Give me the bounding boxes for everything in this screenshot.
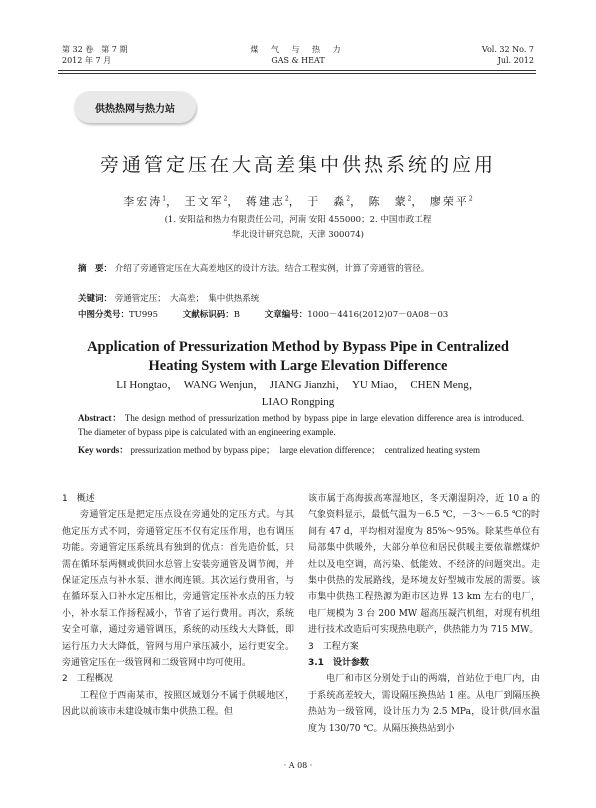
header-rule [58, 70, 536, 71]
volume-issue-en: Vol. 32 No. 7 [481, 45, 534, 54]
doc-code-value: B [233, 310, 241, 320]
section-heading: 1 概述 [62, 494, 95, 504]
author: 陈 蒙$^2$ [368, 195, 412, 208]
keywords-label: 关键词： [78, 294, 113, 304]
classification-info [78, 308, 448, 320]
clc-value: TU995 [129, 310, 159, 320]
keywords-text: 旁通管定压； 大高差； 集中供热系统 [114, 294, 260, 304]
abstract-en-text: The design method of pressurization method by bypass pipe in large elevation difference area is introduced. The diameter of bypass pipe is calculated with an engineering example. [78, 413, 525, 437]
clc-label: 中图分类号： [78, 310, 130, 320]
abstract-label: 摘 要： [78, 264, 113, 274]
author: 廖荣平$^2$ [429, 195, 473, 208]
keywords-en [78, 443, 524, 457]
author: 蒋建志$^2$ [245, 195, 289, 208]
paragraph: 该市属于高海拔高寒湿地区，冬天潮湿阴冷，近 10 a 的气象资料显示，最低气温为－6.5 ℃，－3～－6.5 ℃的时间有 47 d，平均相对湿度为 85%～95%。除某些单位有局部集中供暖外，大部分单位和居民供暖主要依靠燃煤炉灶以及电空调，高污染、低能效、不经济的问题突出。走集中供热的发展路线，是环境友好型城市发展的需要。该市集中供热工程热源为距市区边界 13 km 左右的电厂，电厂规模为 3 台 200 MW 超高压凝汽机组，对现有机组进行技术改造后可实现热电联产，供热能力为 715 MW。 [308, 494, 540, 636]
article-title-en [70, 338, 526, 376]
journal-name-cn: 煤 气 与 热 力 [250, 45, 346, 54]
abstract-cn [78, 262, 524, 276]
author-list-cn: 李宏涛$^1$， 王文军$^2$， 蒋建志$^2$， 于 淼$^2$， 陈 蒙$^2$， 廖荣平$^2$ [123, 195, 473, 208]
subsection-heading: 3.1 设计参数 [308, 658, 369, 669]
abstract-en [78, 411, 524, 439]
issue-date-en: Jul. 2012 [497, 56, 534, 65]
article-no-value: 1000－4416(2012)07－0A08－03 [307, 310, 449, 320]
author: 于 淼$^2$ [307, 195, 351, 208]
keywords-cn [78, 292, 259, 304]
keywords-en-text: pressurization method by bypass pipe； large elevation difference； centralized heating system [130, 445, 481, 455]
author: 王文军$^2$ [184, 195, 228, 208]
abstract-text: 介绍了旁通管定压在大高差地区的设计方法。结合工程实例，计算了旁通管的管径。 [114, 264, 430, 274]
keywords-en-label: Key words： [78, 445, 129, 455]
affiliation-line: 华北设计研究总院，天津 300074) [232, 230, 364, 240]
section-heading: 3 工程方案 [308, 641, 359, 652]
volume-issue: 第 32 卷 第 7 期 [62, 45, 128, 54]
author-list-en [70, 377, 526, 411]
section-heading: 2 工程概况 [62, 674, 113, 685]
affiliation-line: (1. 安阳益和热力有限责任公司，河南 安阳 455000；2. 中国市政工程 [164, 215, 432, 225]
authors-en-line: LIAO Rongping [261, 396, 335, 408]
article-no-label: 文章编号： [264, 310, 308, 320]
issue-date: 2012 年 7 月 [62, 56, 112, 65]
journal-volume-info-en [482, 44, 534, 66]
article-title-cn: 旁通管定压在大高差集中供热系统的应用 [99, 154, 496, 176]
paragraph: 旁通管定压是把定压点设在旁通处的定压方式。与其他定压方式不同，旁通管定压不仅有定压作用，也有调压功能。旁通管定压系统具有独到的优点：首先造价低，只需在循环泵两侧或供回水总管上安装旁通管及调节阀，并保证定压点与补水泵、泄水阀连锁。其次运行费用省，与在循环泵入口补水定压相比，旁通管定压补水点的压力较小，补水泵工作扬程减小，节省了运行费用。再次，系统安全可靠，通过旁通管调压，系统的动压线大大降低，即运行压力大大降低，管网与用户承压减小，运行更安全。旁通管定压在一级管网和二级管网中均可使用。 [62, 510, 294, 669]
body-column-left [62, 491, 294, 721]
title-en-line: Heating System with Large Elevation Difference [148, 358, 448, 374]
author: 李宏涛$^1$ [123, 195, 167, 208]
journal-name-en: GAS & HEAT [271, 56, 325, 65]
body-column-right [308, 491, 540, 737]
page-number: · A 08 · [283, 761, 313, 770]
paragraph: 电厂和市区分别处于山的两端，首站位于电厂内，由于系统高差较大，需设隔压换热站 1 座。从电厂到隔压换热站为一级管网，设计压力为 2.5 MPa，设计供/回水温度为 130/70 ℃。从隔压换热站到小 [308, 674, 540, 734]
title-en-line: Application of Pressurization Method by Bypass Pipe in Centralized [87, 339, 509, 355]
header-rule-thin [58, 73, 536, 74]
section-badge: 供热热网与热力站 [74, 91, 196, 123]
paragraph: 工程位于西南某市，按照区域划分不属于供暖地区，因此以前该市未建设城市集中供热工程。但 [62, 690, 294, 718]
authors-en-line: LI Hongtao， WANG Wenjun， JIANG Jianzhi， YU Miao， CHEN Meng， [116, 379, 480, 391]
doc-code-label: 文献标识码： [182, 310, 234, 320]
abstract-en-label: Abstract： [78, 413, 122, 423]
